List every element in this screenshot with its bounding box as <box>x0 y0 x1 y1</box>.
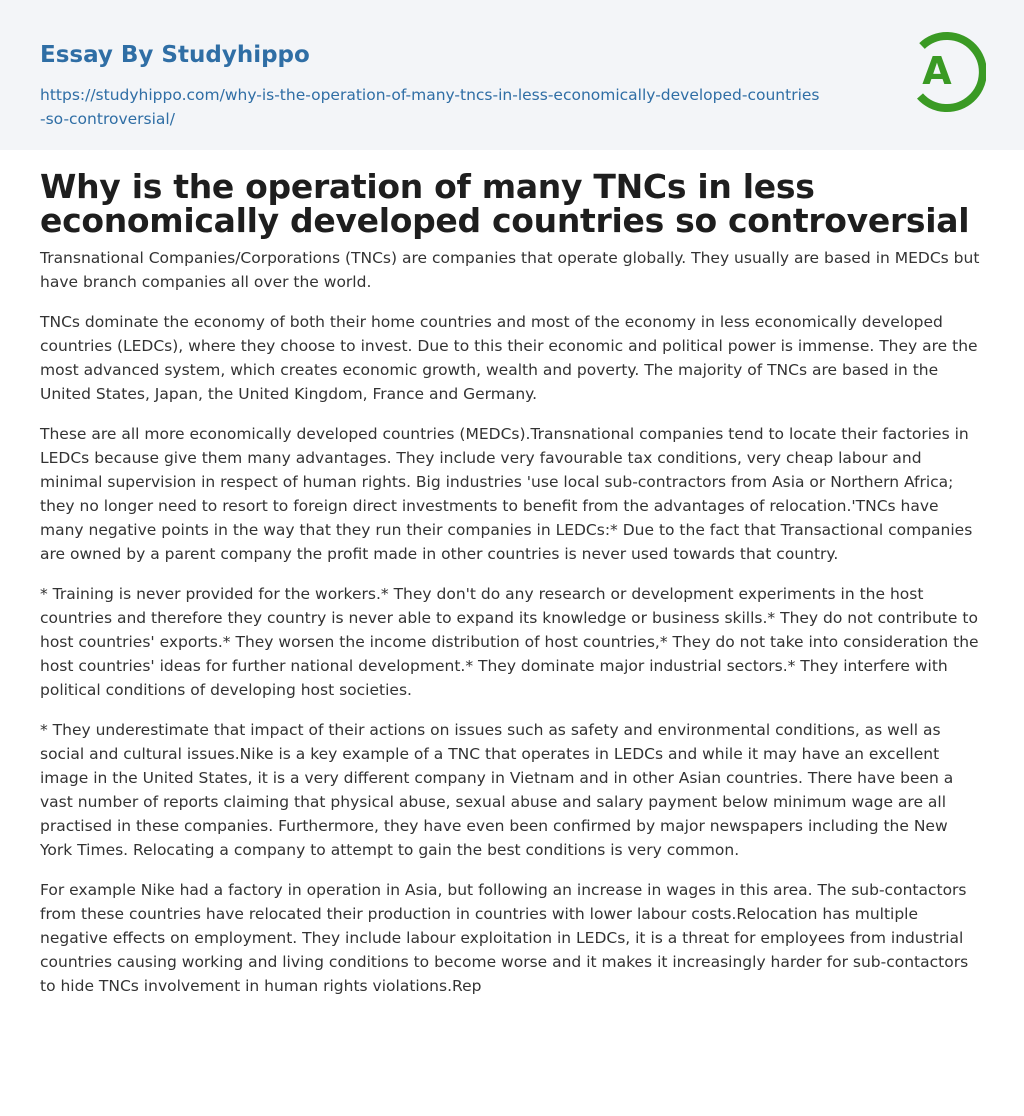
essay-url-link[interactable]: https://studyhippo.com/why-is-the-operation-of-many-tncs-in-less-economically-developed-countries-so-controversial/ <box>40 86 820 128</box>
paragraph-4: * Training is never provided for the workers.* They don't do any research or development experiments in the host countries and therefore they country is never able to expand its knowledge or business skills.* They do not contribute to host countries' exports.* They worsen the income distribution of host countries,* They do not take into consideration the host countries' ideas for further national development.* They dominate major industrial sectors.* They interfere with political conditions of developing host societies. <box>40 585 979 699</box>
brand-title: Essay By Studyhippo <box>40 42 310 68</box>
paragraph-2: TNCs dominate the economy of both their home countries and most of the economy in less economically developed countries (LEDCs), where they choose to invest. Due to this their economic and political power is immense. They are the most advanced system, which creates economic growth, wealth and poverty. The majority of TNCs are based in the United States, Japan, the United Kingdom, France and Germany. <box>40 313 978 403</box>
logo-letter: A <box>922 49 952 93</box>
article <box>0 167 1024 998</box>
studyhippo-logo-icon[interactable] <box>910 28 986 116</box>
paragraph-3: These are all more economically developed countries (MEDCs).Transnational companies tend to locate their factories in LEDCs because give them many advantages. They include very favourable tax conditions, very cheap labour and minimal supervision in respect of human rights. Big industries 'use local sub-contractors from Asia or Northern Africa; they no longer need to resort to foreign direct investments to benefit from the advantages of relocation.'TNCs have many negative points in the way that they run their companies in LEDCs:* Due to the fact that Transactional companies are owned by a parent company the profit made in other countries is never used towards that country. <box>40 425 973 563</box>
site-header <box>0 0 1024 150</box>
paragraph-6: For example Nike had a factory in operation in Asia, but following an increase in wages in this area. The sub-contactors from these countries have relocated their production in countries with lower labour costs.Relocation has multiple negative effects on employment. They include labour exploitation in LEDCs, it is a threat for employees from industrial countries causing working and living conditions to become worse and it makes it increasingly harder for sub-contactors to hide TNCs involvement in human rights violations.Rep <box>40 881 969 995</box>
paragraph-5: * They underestimate that impact of their actions on issues such as safety and environmental conditions, as well as social and cultural issues.Nike is a key example of a TNC that operates in LEDCs and while it may have an excellent image in the United States, it is a very different company in Vietnam and in other Asian countries. There have been a vast number of reports claiming that physical abuse, sexual abuse and salary payment below minimum wage are all practised in these companies. Furthermore, they have even been confirmed by major newspapers including the New York Times. Relocating a company to attempt to gain the best conditions is very common. <box>40 721 954 859</box>
paragraph-1: Transnational Companies/Corporations (TNCs) are companies that operate globally. They usually are based in MEDCs but have branch companies all over the world. <box>40 249 980 291</box>
page-title: Why is the operation of many TNCs in less economically developed countries so controversial <box>40 167 970 240</box>
